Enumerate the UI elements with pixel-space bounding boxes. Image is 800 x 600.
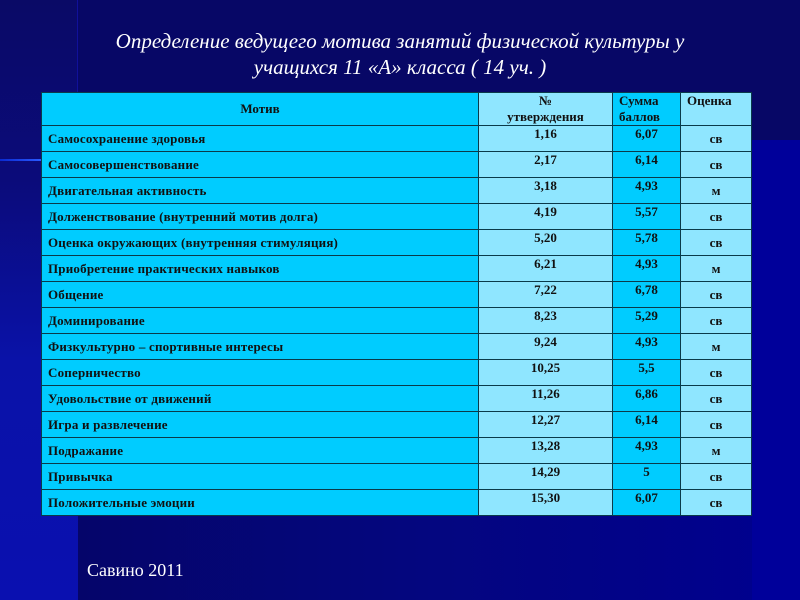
header-number-line-1: №	[538, 93, 553, 108]
cell-grade: св	[681, 412, 752, 438]
table-header-row	[42, 93, 752, 126]
cell-grade: св	[681, 386, 752, 412]
table-row	[42, 334, 752, 360]
footer-caption: Савино 2011	[87, 560, 184, 580]
cell-grade: м	[681, 256, 752, 282]
cell-number: 12,27	[479, 412, 613, 438]
header-motive: Мотив	[42, 93, 479, 126]
cell-grade: св	[681, 464, 752, 490]
cell-grade: м	[681, 178, 752, 204]
cell-motive: Игра и развлечение	[42, 412, 479, 438]
cell-number: 1,16	[479, 126, 613, 152]
cell-grade: св	[681, 230, 752, 256]
cell-sum: 5	[613, 464, 681, 490]
cell-number: 2,17	[479, 152, 613, 178]
cell-grade: св	[681, 360, 752, 386]
table-row	[42, 256, 752, 282]
cell-motive: Физкультурно – спортивные интересы	[42, 334, 479, 360]
cell-grade: св	[681, 308, 752, 334]
cell-sum: 5,5	[613, 360, 681, 386]
cell-motive: Самосовершенствование	[42, 152, 479, 178]
slide-title	[60, 28, 740, 80]
cell-motive: Долженствование (внутренний мотив долга)	[42, 204, 479, 230]
slide-title-line-1: Определение ведущего мотива занятий физической культуры у	[115, 29, 685, 53]
table-row	[42, 178, 752, 204]
cell-sum: 5,78	[613, 230, 681, 256]
cell-number: 8,23	[479, 308, 613, 334]
cell-sum: 4,93	[613, 178, 681, 204]
cell-sum: 4,93	[613, 438, 681, 464]
cell-sum: 6,07	[613, 126, 681, 152]
cell-grade: св	[681, 282, 752, 308]
cell-sum: 4,93	[613, 334, 681, 360]
cell-number: 4,19	[479, 204, 613, 230]
table-row	[42, 230, 752, 256]
table-row	[42, 412, 752, 438]
cell-grade: св	[681, 126, 752, 152]
cell-grade: св	[681, 152, 752, 178]
cell-motive: Самосохранение здоровья	[42, 126, 479, 152]
table-row	[42, 308, 752, 334]
cell-motive: Положительные эмоции	[42, 490, 479, 516]
cell-number: 14,29	[479, 464, 613, 490]
cell-grade: св	[681, 490, 752, 516]
table-row	[42, 126, 752, 152]
cell-grade: м	[681, 438, 752, 464]
cell-motive: Соперничество	[42, 360, 479, 386]
table-row	[42, 360, 752, 386]
cell-sum: 6,78	[613, 282, 681, 308]
cell-number: 13,28	[479, 438, 613, 464]
slide-title-line-2: учащихся 11 «А» класса ( 14 уч. )	[253, 55, 547, 79]
cell-motive: Доминирование	[42, 308, 479, 334]
background-right-panel	[752, 140, 800, 600]
table-row	[42, 204, 752, 230]
cell-motive: Подражание	[42, 438, 479, 464]
motives-table	[41, 92, 752, 516]
cell-sum: 6,14	[613, 152, 681, 178]
header-number-line-2: утверждения	[507, 109, 584, 124]
cell-motive: Общение	[42, 282, 479, 308]
header-sum-line-2: баллов	[619, 109, 660, 124]
table-row	[42, 438, 752, 464]
cell-sum: 4,93	[613, 256, 681, 282]
cell-sum: 6,07	[613, 490, 681, 516]
cell-number: 6,21	[479, 256, 613, 282]
cell-sum: 6,86	[613, 386, 681, 412]
cell-motive: Удовольствие от движений	[42, 386, 479, 412]
cell-motive: Двигательная активность	[42, 178, 479, 204]
header-sum-line-1: Сумма	[619, 93, 659, 108]
cell-grade: м	[681, 334, 752, 360]
cell-grade: св	[681, 204, 752, 230]
cell-number: 15,30	[479, 490, 613, 516]
table-row	[42, 464, 752, 490]
cell-sum: 5,29	[613, 308, 681, 334]
cell-motive: Приобретение практических навыков	[42, 256, 479, 282]
decorative-horizontal-line	[0, 159, 41, 161]
table-row	[42, 386, 752, 412]
header-number	[479, 93, 613, 126]
cell-number: 3,18	[479, 178, 613, 204]
cell-number: 11,26	[479, 386, 613, 412]
table-row	[42, 282, 752, 308]
cell-motive: Привычка	[42, 464, 479, 490]
cell-sum: 6,14	[613, 412, 681, 438]
cell-motive: Оценка окружающих (внутренняя стимуляция)	[42, 230, 479, 256]
table-body	[42, 126, 752, 516]
cell-sum: 5,57	[613, 204, 681, 230]
cell-number: 7,22	[479, 282, 613, 308]
header-grade: Оценка	[681, 93, 752, 126]
table-row	[42, 152, 752, 178]
cell-number: 5,20	[479, 230, 613, 256]
cell-number: 9,24	[479, 334, 613, 360]
header-sum	[613, 93, 681, 126]
table-row	[42, 490, 752, 516]
cell-number: 10,25	[479, 360, 613, 386]
